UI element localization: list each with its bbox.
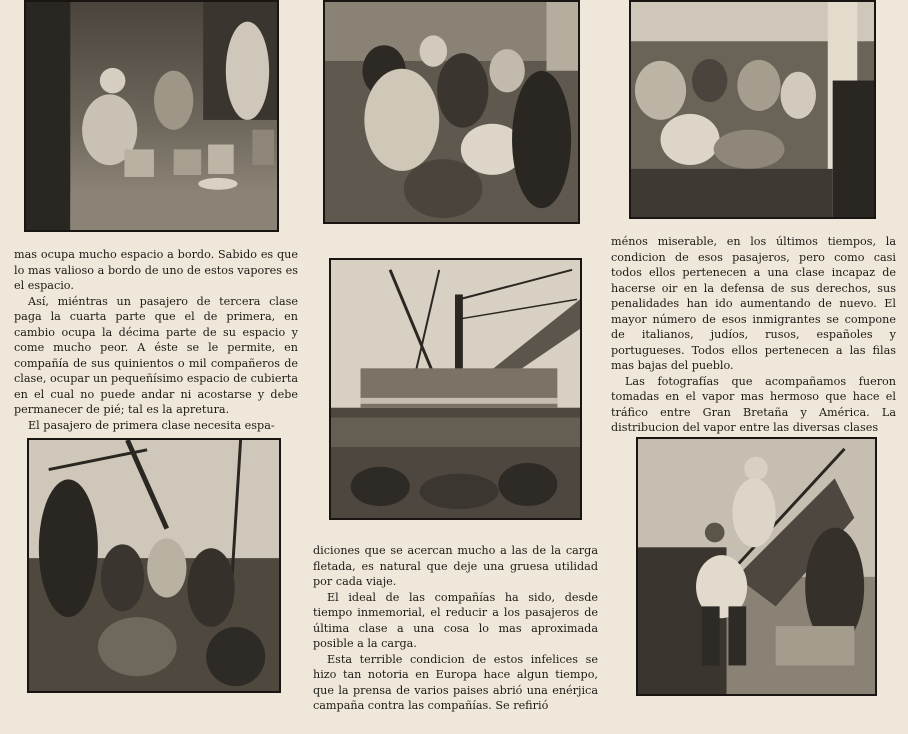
text-column-right — [611, 234, 896, 436]
photo-hanging-clothes — [636, 437, 877, 696]
photo-group-under-rigging — [27, 438, 281, 693]
paragraph: El ideal de las compañías ha sido, desde tiempo inmemorial, el reducir a los pasajeros de última clase a una cosa lo mas aproximada posible a la carga. — [313, 590, 598, 650]
text-column-middle — [313, 543, 598, 714]
photo-passengers-cooking-pots — [24, 0, 279, 232]
photo-image — [638, 439, 875, 694]
photo-ship-deck-rigging — [329, 258, 582, 520]
photo-image — [29, 440, 279, 691]
photo-image — [631, 2, 874, 217]
photo-crowd-emigrants — [323, 0, 580, 224]
paragraph: Así, miéntras un pasajero de tercera clase paga la cuarta parte que el de primera, en cambio ocupa la décima parte de su espacio y come mucho peor. A éste se le permite, en compañía de sus quinientos o mil compañeros de clase, ocupar un pequeñísimo espacio de cubierta en el cual no puede andar ni acostarse y debe permanecer de pié; tal es la apretura. — [14, 294, 298, 416]
paragraph: El pasajero de primera clase necesita espa- — [28, 418, 275, 432]
photo-image — [26, 2, 277, 230]
paragraph: ménos miserable, en los últimos tiempos, la condicion de esos pasajeros, pero como casi todos ellos pertenecen a una clase incapaz de hacerse oir en la defensa de sus derechos, sus penalidades han ido aumentando de nuevo. El mayor número de esos inmigrantes se compone de italianos, judíos, rusos, españoles y portugueses. Todos ellos pertenecen a las filas mas bajas del pueblo. — [611, 235, 896, 372]
text-column-left — [14, 247, 298, 433]
paragraph: Esta terrible condicion de estos infelices se hizo tan notoria en Europa hace algun tiempo, que la prensa de varios paises abrió una enérjica campaña contra las compañías. Se refirió — [313, 652, 598, 712]
paragraph: mas ocupa mucho espacio a bordo. Sabido es que lo mas valioso a bordo de uno de estos vapores es el espacio. — [14, 248, 298, 292]
paragraph: diciones que se acercan mucho a las de la carga fletada, es natural que deje una gruesa utilidad por cada viaje. — [313, 544, 598, 588]
photo-image — [325, 2, 578, 222]
photo-image — [331, 260, 580, 518]
paragraph: Las fotografías que acompañamos fueron tomadas en el vapor mas hermoso que hace el tráfico entre Gran Bretaña y América. La distribucion del vapor entre las diversas clases — [611, 374, 896, 434]
photo-passengers-seated-deck — [629, 0, 876, 219]
